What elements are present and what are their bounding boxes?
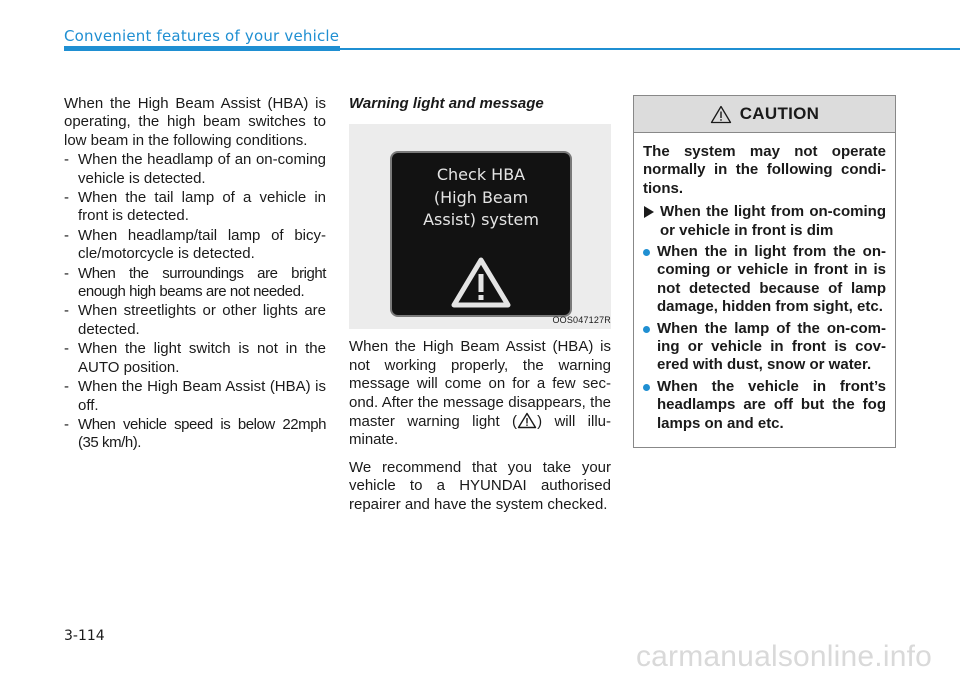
recommend-paragraph: We recommend that you take your vehicle to a HYUNDAI authorised repairer and have the system checked. — [349, 458, 611, 513]
display-line: Check HBA — [436, 165, 526, 185]
cluster-message-figure — [349, 124, 611, 329]
page-number: 3-114 — [64, 628, 105, 644]
warning-paragraph-end: ) will illuminate. — [349, 413, 612, 449]
caution-header — [634, 96, 895, 133]
display-line: Assist) system — [423, 210, 539, 230]
condition-item: - When the headlamp of an on-coming vehicle is detected. — [64, 151, 326, 188]
condition-item: - When the tail lamp of a vehicle in front is detected. — [64, 189, 326, 226]
condition-item: - When streetlights or other lights are detected. — [64, 302, 326, 339]
condition-item: - When vehicle speed is below 22mph (35 km/h). — [64, 416, 326, 453]
caution-item: When the vehicle in front’s headlamps are off but the fog lamps on and etc. — [643, 378, 886, 433]
conditions-list — [64, 151, 326, 453]
section-title: Convenient features of your vehicle — [64, 27, 340, 45]
caution-title: CAUTION — [739, 104, 820, 123]
watermark: carmanualsonline.info — [635, 640, 932, 673]
warning-triangle-icon — [450, 256, 512, 308]
figure-code: OOS047127R — [552, 315, 611, 325]
caution-item: When the lamp of the on-coming or vehicle in front is covered with dust, snow or water. — [643, 320, 886, 375]
caution-body — [634, 133, 895, 433]
caution-intro: The system may not operate normally in the following conditions. — [643, 143, 886, 197]
warning-paragraph — [349, 338, 611, 449]
condition-item: - When headlamp/tail lamp of bicycle/motorcycle is detected. — [64, 227, 326, 264]
warning-paragraph-start: When the High Beam Assist (HBA) is not working properly, the warning message will come on for a few second. After the message disappears, the master warning light ( — [349, 338, 611, 431]
cluster-display — [390, 151, 572, 317]
left-column — [64, 95, 326, 453]
caution-item: When the in light from the oncoming or vehicle in front in is not detected because of lamp damage, hidden from sight, etc. — [643, 243, 886, 317]
condition-item: - When the surroundings are bright enough high beams are not needed. — [64, 265, 326, 302]
caution-arrow-item: When the light from on-coming or vehicle in front is dim — [643, 203, 886, 240]
middle-column — [349, 95, 611, 514]
section-rule-thick — [64, 46, 340, 51]
display-message — [392, 164, 570, 232]
condition-item: - When the light switch is not in the AUTO position. — [64, 340, 326, 377]
warning-subheading: Warning light and message — [349, 95, 544, 112]
warning-triangle-icon — [517, 412, 537, 429]
warning-triangle-icon — [710, 105, 732, 124]
display-line: (High Beam — [433, 187, 529, 207]
caution-box — [633, 95, 896, 448]
section-rule-thin — [340, 48, 960, 50]
intro-paragraph: When the High Beam Assist (HBA) is operating, the high beam switches to low beam in the following conditions. — [64, 95, 326, 149]
caution-list — [643, 203, 886, 433]
condition-item: - When the High Beam Assist (HBA) is off. — [64, 378, 326, 415]
